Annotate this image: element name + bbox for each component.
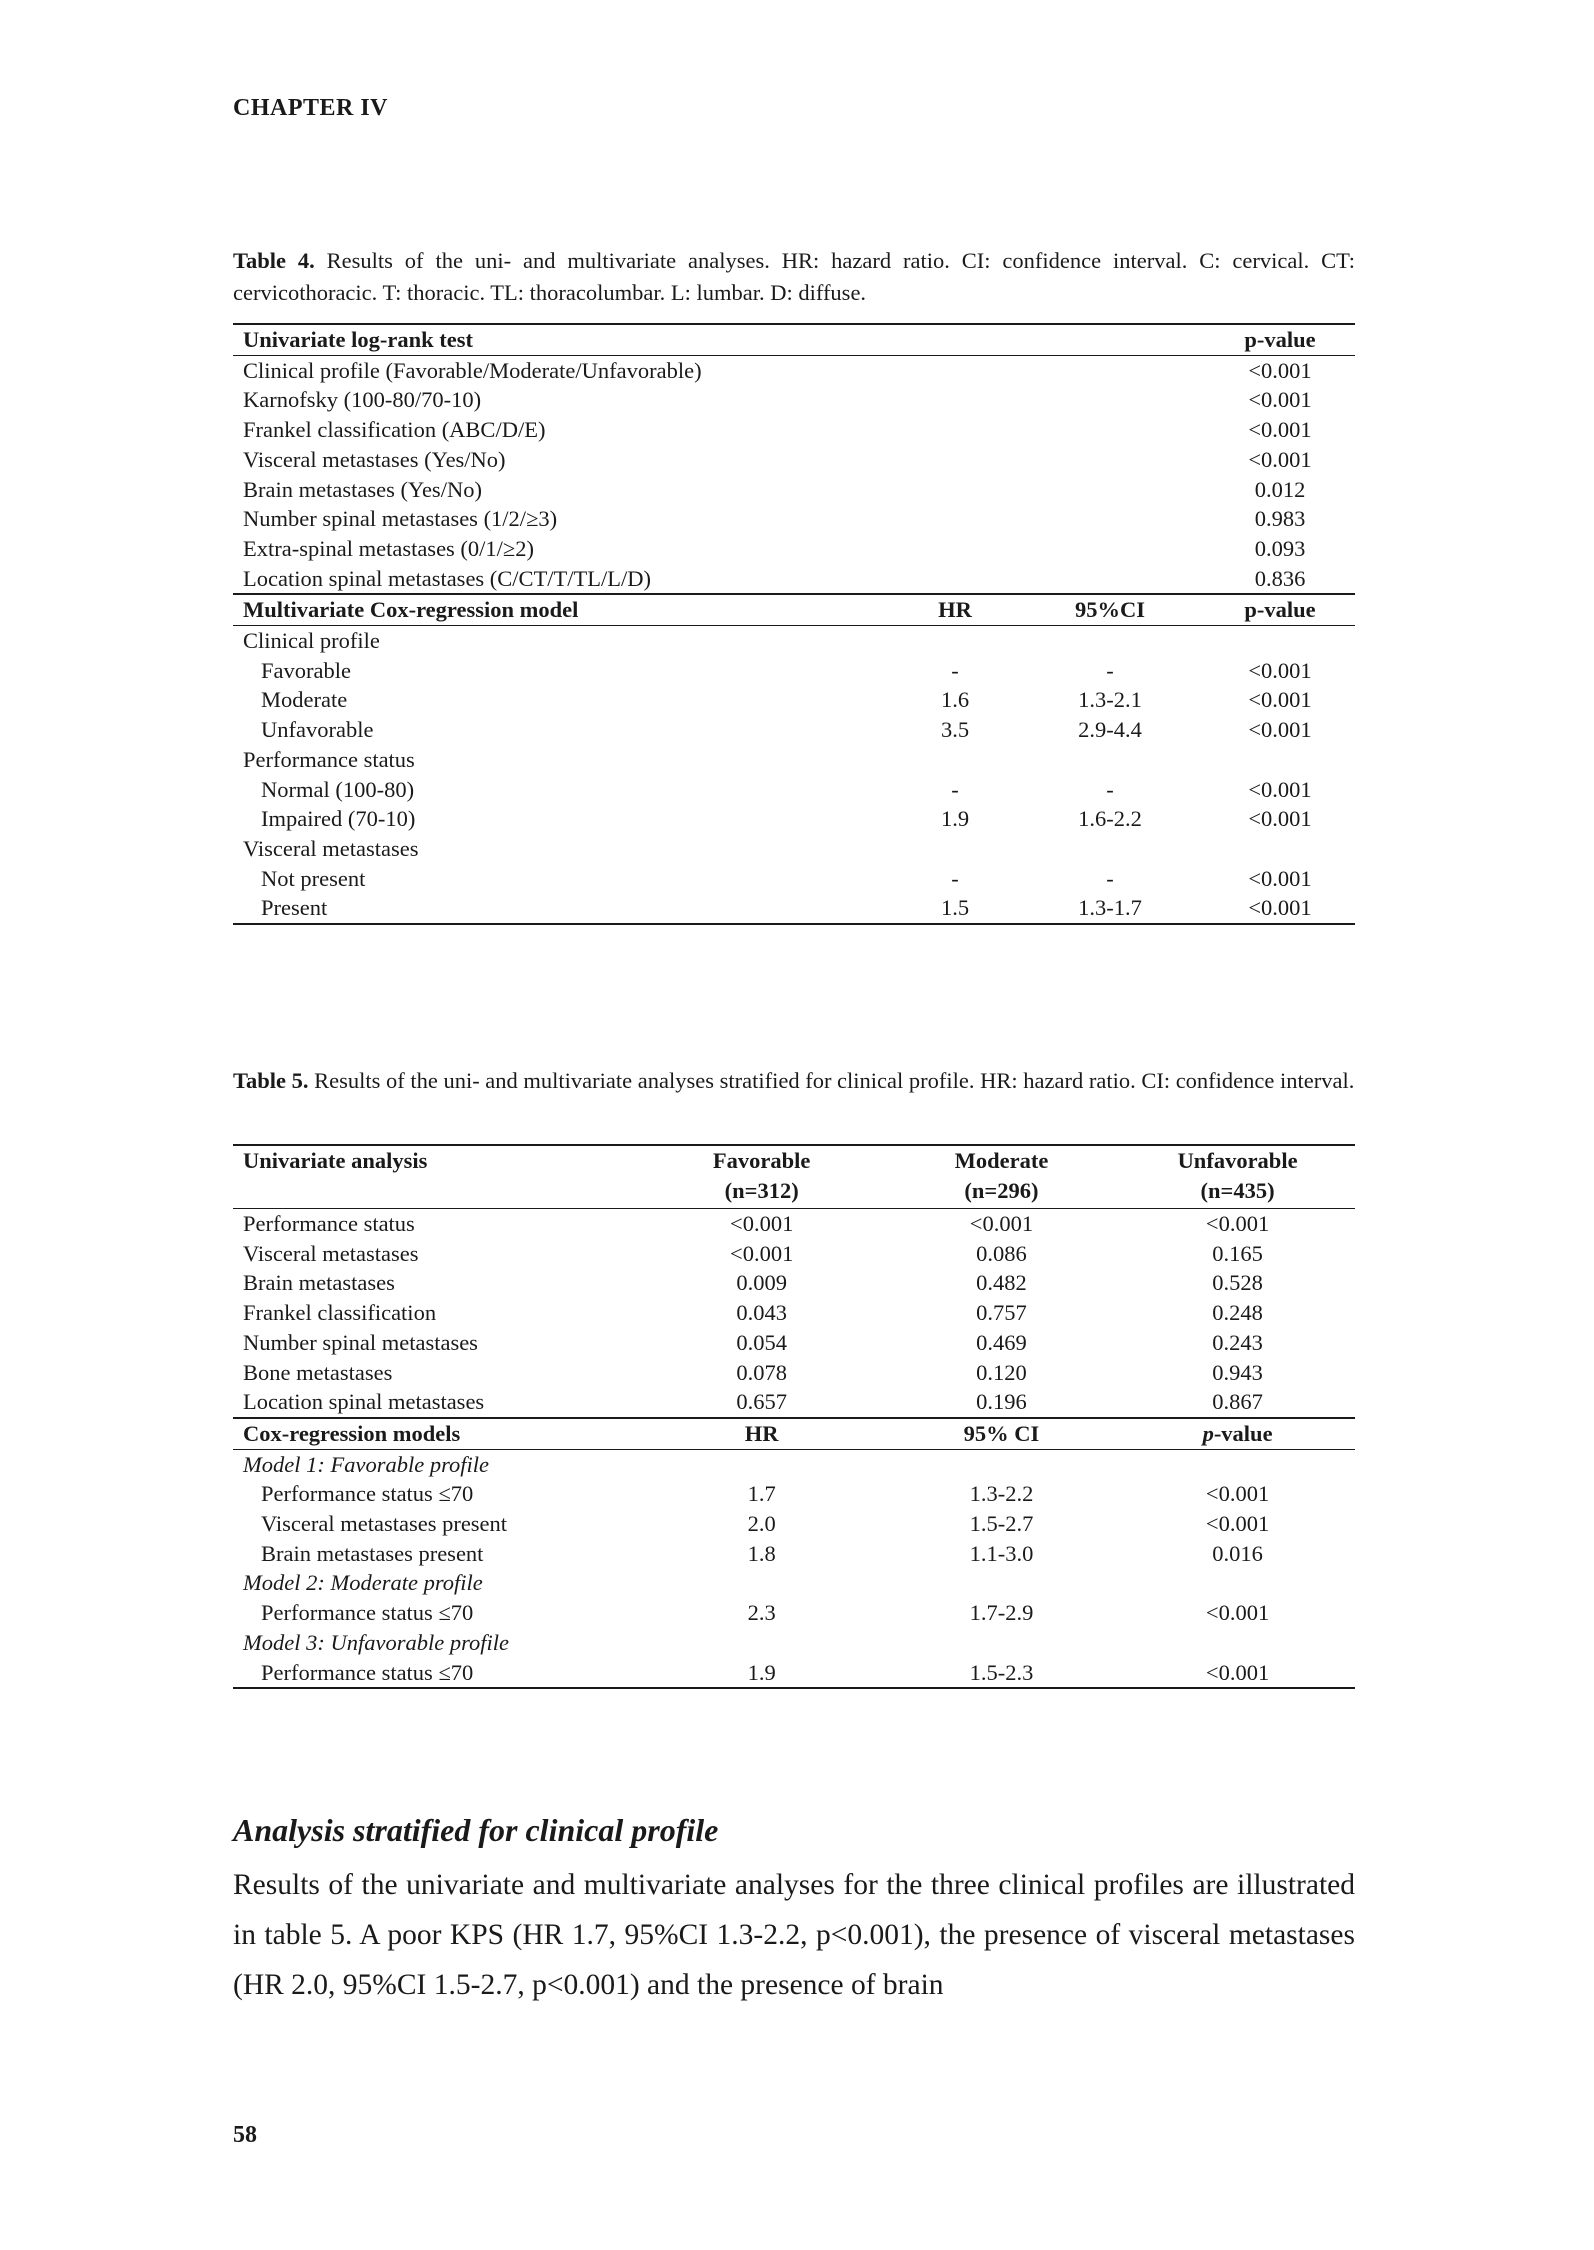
row-hr: - [951, 657, 959, 683]
table4-caption-label: Table 4. [233, 248, 315, 273]
table4-univariate-header [233, 324, 1355, 355]
row-ci: - [1106, 776, 1114, 802]
row-ci: 1.6-2.2 [1078, 806, 1142, 832]
table-row [233, 1298, 1355, 1328]
row-unf: 0.165 [1212, 1240, 1263, 1266]
row-mod: 0.469 [976, 1329, 1027, 1355]
row-hr [641, 1449, 883, 1479]
row-hr: 1.7 [747, 1481, 776, 1507]
row-ci_blank [1015, 355, 1205, 385]
table4-uni-header-p: p-value [1205, 324, 1355, 355]
row-p: 0.836 [1205, 564, 1355, 595]
row-hr [895, 745, 1015, 775]
row-hr [895, 626, 1015, 656]
table-row [233, 685, 1355, 715]
row-label: Visceral metastases present [261, 1511, 508, 1537]
row-ci: 1.5-2.3 [883, 1658, 1120, 1689]
row-hr: 1.9 [940, 806, 970, 832]
row-hr_blank [895, 445, 1015, 475]
row-ci_blank [1015, 475, 1205, 505]
row-ci [1015, 745, 1205, 775]
row-label: Brain metastases [243, 1270, 395, 1296]
row-label: Model 2: Moderate profile [243, 1570, 483, 1596]
row-hr: 3.5 [940, 717, 970, 743]
table4-univariate-body [233, 355, 1355, 594]
row-p: <0.001 [1248, 717, 1312, 743]
table-row [233, 1568, 1355, 1598]
row-unf: 0.943 [1212, 1359, 1263, 1385]
table-row [233, 626, 1355, 656]
row-ci [883, 1568, 1120, 1598]
row-label: Not present [261, 865, 366, 891]
table4-multivariate-body [233, 626, 1355, 925]
table4-caption-text: Results of the uni- and multivariate analyses. HR: hazard ratio. CI: confidence interval. C: cervical. CT: cervicothoracic. T: thoracic. TL: thoracolumbar. L: lumbar. D: diffuse. [233, 248, 1355, 305]
table-row [233, 564, 1355, 595]
row-p: <0.001 [1248, 687, 1312, 713]
table5-univariate-body [233, 1209, 1355, 1418]
row-p [1120, 1568, 1355, 1598]
row-ci: - [1106, 657, 1114, 683]
row-ci_blank [1015, 445, 1205, 475]
table5-moderate-n: (n=296) [964, 1178, 1039, 1203]
row-ci: 1.3-1.7 [1015, 893, 1205, 924]
table-row [233, 1239, 1355, 1269]
row-p: <0.001 [1248, 446, 1312, 472]
table5-caption-text: Results of the uni- and multivariate analyses stratified for clinical profile. HR: hazard ratio. CI: confidence interval. [308, 1068, 1355, 1093]
row-ci_blank [1015, 415, 1205, 445]
table4-multivariate-header [233, 594, 1355, 625]
table4 [233, 323, 1355, 925]
table-row [233, 1328, 1355, 1358]
row-label: Bone metastases [243, 1359, 393, 1385]
row-hr [641, 1568, 883, 1598]
table5-cox-header-hr: HR [641, 1418, 883, 1449]
table5-univariate-header [233, 1145, 1355, 1209]
row-ci [1015, 834, 1205, 864]
row-p [1205, 834, 1355, 864]
row-p: 0.983 [1254, 506, 1306, 532]
row-p: <0.001 [1248, 865, 1312, 891]
table-row [233, 355, 1355, 385]
row-ci_blank [1015, 504, 1205, 534]
row-label: Clinical profile (Favorable/Moderate/Unfavorable) [243, 357, 702, 383]
row-hr: 1.9 [641, 1658, 883, 1689]
row-p [1120, 1628, 1355, 1658]
table-row [233, 1387, 1355, 1418]
row-fav: <0.001 [730, 1211, 794, 1236]
row-p: 0.016 [1212, 1540, 1263, 1566]
table-row [233, 715, 1355, 745]
row-unf: 0.248 [1212, 1300, 1263, 1326]
row-ci: 1.5-2.7 [969, 1511, 1034, 1537]
row-fav: 0.009 [736, 1270, 787, 1296]
row-label: Performance status [243, 746, 415, 772]
row-p: <0.001 [1205, 1600, 1270, 1626]
row-label: Present [233, 893, 895, 924]
row-p: <0.001 [1248, 387, 1312, 413]
row-unf: 0.867 [1120, 1387, 1355, 1418]
table-row [233, 1268, 1355, 1298]
table5-caption-label: Table 5. [233, 1068, 309, 1093]
table-row [233, 1509, 1355, 1539]
row-hr_blank [895, 475, 1015, 505]
row-ci_blank [1015, 385, 1205, 415]
table-row [233, 475, 1355, 505]
row-ci: - [1106, 865, 1114, 891]
row-label: Clinical profile [243, 628, 380, 654]
table4-multi-header-label: Multivariate Cox-regression model [233, 594, 895, 625]
table-row [233, 893, 1355, 924]
row-mod: 0.086 [976, 1240, 1027, 1266]
row-label: Performance status ≤70 [261, 1481, 474, 1507]
row-ci [883, 1449, 1120, 1479]
row-label: Extra-spinal metastases (0/1/≥2) [243, 535, 535, 561]
row-hr: 1.8 [747, 1540, 776, 1566]
table5-uni-header-unfavorable [1120, 1145, 1355, 1209]
row-label: Impaired (70-10) [261, 806, 416, 832]
table-row [233, 504, 1355, 534]
table-row [233, 864, 1355, 894]
table4-caption [233, 245, 1355, 309]
row-label: Location spinal metastases [233, 1387, 641, 1418]
row-label: Favorable [261, 657, 351, 683]
row-label: Brain metastases present [261, 1540, 484, 1566]
table-row [233, 1598, 1355, 1628]
table-row [233, 1449, 1355, 1479]
table5-unfavorable-n: (n=435) [1200, 1178, 1275, 1203]
table5-cox-header [233, 1418, 1355, 1449]
row-mod: 0.482 [976, 1270, 1027, 1296]
row-label: Performance status [243, 1211, 415, 1236]
row-hr_blank [895, 504, 1015, 534]
table-row [233, 415, 1355, 445]
row-hr_blank [895, 355, 1015, 385]
table-row [233, 775, 1355, 805]
row-label: Moderate [261, 687, 348, 713]
table5-cox-header-label: Cox-regression models [233, 1418, 641, 1449]
row-p: <0.001 [1248, 806, 1312, 832]
row-label: Visceral metastases [243, 835, 419, 861]
row-label: Number spinal metastases (1/2/≥3) [243, 506, 558, 532]
table5-unfavorable-label: Unfavorable [1177, 1148, 1298, 1173]
chapter-header: CHAPTER IV [233, 95, 389, 121]
table5-cox-header-p-rest: -value [1213, 1420, 1273, 1446]
table-row [233, 1658, 1355, 1689]
row-label: Model 3: Unfavorable profile [243, 1629, 509, 1655]
section-title: Analysis stratified for clinical profile [233, 1812, 719, 1848]
row-mod: 0.120 [976, 1359, 1027, 1385]
row-label: Unfavorable [261, 717, 374, 743]
table-row [233, 385, 1355, 415]
table4-multi-header-hr: HR [895, 594, 1015, 625]
row-mod: <0.001 [969, 1211, 1034, 1236]
row-label: Brain metastases (Yes/No) [243, 476, 482, 502]
row-label: Performance status ≤70 [261, 1600, 474, 1626]
table5-uni-header-moderate [883, 1145, 1120, 1209]
row-label: Karnofsky (100-80/70-10) [243, 387, 482, 413]
row-label: Performance status ≤70 [233, 1658, 641, 1689]
table5-uni-header-favorable [641, 1145, 883, 1209]
row-fav: 0.054 [736, 1329, 787, 1355]
row-unf: 0.528 [1212, 1270, 1263, 1296]
row-p: <0.001 [1248, 776, 1312, 802]
row-ci: 1.7-2.9 [969, 1600, 1034, 1626]
row-ci: 1.1-3.0 [969, 1540, 1034, 1566]
row-hr_blank [895, 385, 1015, 415]
row-p [1120, 1449, 1355, 1479]
table-row [233, 834, 1355, 864]
table4-multi-header-p: p-value [1205, 594, 1355, 625]
row-hr [641, 1628, 883, 1658]
row-fav: <0.001 [730, 1240, 794, 1266]
row-unf: 0.243 [1212, 1329, 1263, 1355]
row-fav: 0.078 [736, 1359, 787, 1385]
table4-uni-header-label: Univariate log-rank test [233, 324, 895, 355]
table5 [233, 1144, 1355, 1689]
row-ci: 1.3-2.1 [1078, 687, 1142, 713]
row-label: Number spinal metastases [243, 1329, 478, 1355]
row-p: <0.001 [1120, 1658, 1355, 1689]
row-ci [883, 1628, 1120, 1658]
table5-favorable-label: Favorable [712, 1148, 811, 1173]
row-ci_blank [1015, 564, 1205, 595]
row-hr: - [951, 776, 959, 802]
row-ci [1015, 626, 1205, 656]
row-p: <0.001 [1248, 657, 1312, 683]
table-row [233, 1479, 1355, 1509]
row-fav: 0.657 [641, 1387, 883, 1418]
table5-cox-body [233, 1449, 1355, 1688]
row-hr: 2.0 [747, 1511, 776, 1537]
table5-moderate-label: Moderate [954, 1148, 1049, 1173]
row-label: Visceral metastases [243, 1240, 419, 1266]
row-label: Normal (100-80) [261, 776, 415, 802]
table4-multi-header-ci: 95%CI [1015, 594, 1205, 625]
row-mod: 0.196 [883, 1387, 1120, 1418]
section-body: Results of the univariate and multivariate analyses for the three clinical profiles are illustrated in table 5. A poor KPS (HR 1.7, 95%CI 1.3-2.2, p<0.001), the presence of visceral metastases (HR 2.0, 95%CI 1.5-2.7, p<0.001) and the presence of brain [233, 1869, 1355, 2001]
row-hr_blank [895, 564, 1015, 595]
row-hr: 1.6 [940, 687, 970, 713]
row-label: Model 1: Favorable profile [243, 1451, 489, 1477]
row-hr: 2.3 [747, 1600, 776, 1626]
table-row [233, 804, 1355, 834]
table-row [233, 656, 1355, 686]
row-p: <0.001 [1248, 357, 1312, 383]
row-ci: 1.3-2.2 [969, 1481, 1034, 1507]
table-row [233, 1358, 1355, 1388]
row-label: Frankel classification [243, 1300, 437, 1326]
table-row [233, 1539, 1355, 1569]
table-row [233, 1209, 1355, 1239]
table5-caption [233, 1065, 1355, 1097]
row-p: 0.093 [1254, 535, 1306, 561]
table5-favorable-n: (n=312) [724, 1178, 799, 1203]
row-p: <0.001 [1248, 417, 1312, 443]
row-label: Location spinal metastases (C/CT/T/TL/L/D) [233, 564, 895, 595]
row-p [1205, 745, 1355, 775]
row-hr_blank [895, 534, 1015, 564]
row-p: <0.001 [1205, 1511, 1270, 1537]
row-label: Visceral metastases (Yes/No) [243, 446, 506, 472]
table5-cox-header-p-italic: p [1202, 1420, 1214, 1446]
row-label: Frankel classification (ABC/D/E) [243, 417, 546, 443]
row-ci_blank [1015, 534, 1205, 564]
row-p: 0.012 [1254, 476, 1306, 502]
row-p: <0.001 [1205, 893, 1355, 924]
table-row [233, 534, 1355, 564]
row-ci: 2.9-4.4 [1078, 717, 1142, 743]
table5-uni-header-label: Univariate analysis [233, 1145, 641, 1209]
table-row [233, 445, 1355, 475]
row-hr: 1.5 [895, 893, 1015, 924]
row-p [1205, 626, 1355, 656]
table-row [233, 1628, 1355, 1658]
row-mod: 0.757 [976, 1300, 1027, 1326]
row-hr: - [951, 865, 959, 891]
table5-cox-header-p [1120, 1418, 1355, 1449]
row-p: <0.001 [1205, 1481, 1270, 1507]
table-row [233, 745, 1355, 775]
row-unf: <0.001 [1205, 1211, 1270, 1236]
row-hr_blank [895, 415, 1015, 445]
row-fav: 0.043 [736, 1300, 787, 1326]
table5-cox-header-ci: 95% CI [883, 1418, 1120, 1449]
page-number: 58 [233, 2122, 257, 2148]
row-hr [895, 834, 1015, 864]
